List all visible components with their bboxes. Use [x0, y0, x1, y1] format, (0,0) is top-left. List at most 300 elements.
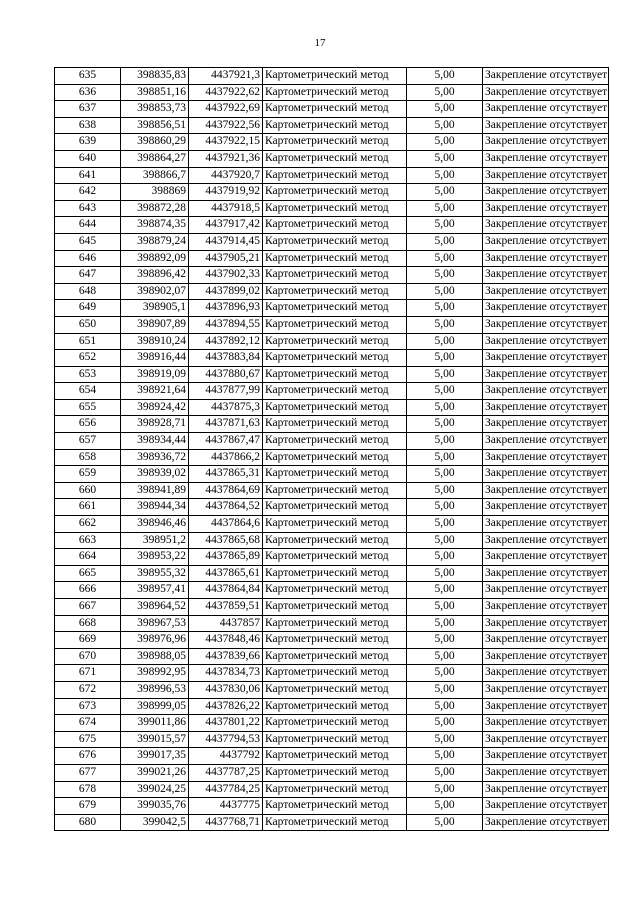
accuracy-cell: 5,00 [407, 267, 483, 284]
table-row [55, 250, 609, 267]
accuracy-cell: 5,00 [407, 167, 483, 184]
method-cell: Картометрический метод [263, 233, 407, 250]
point-number-cell: 669 [55, 632, 121, 649]
x-coordinate-cell: 399042,5 [121, 814, 189, 831]
accuracy-cell: 5,00 [407, 698, 483, 715]
y-coordinate-cell: 4437787,25 [189, 764, 263, 781]
table-row [55, 68, 609, 85]
table-row [55, 549, 609, 566]
method-cell: Картометрический метод [263, 200, 407, 217]
table-row [55, 499, 609, 516]
table-row [55, 366, 609, 383]
method-cell: Картометрический метод [263, 565, 407, 582]
fixation-cell: Закрепление отсутствует [483, 781, 609, 798]
point-number-cell: 664 [55, 549, 121, 566]
x-coordinate-cell: 398872,28 [121, 200, 189, 217]
point-number-cell: 652 [55, 350, 121, 367]
fixation-cell: Закрепление отсутствует [483, 366, 609, 383]
accuracy-cell: 5,00 [407, 333, 483, 350]
method-cell: Картометрический метод [263, 798, 407, 815]
method-cell: Картометрический метод [263, 217, 407, 234]
y-coordinate-cell: 4437865,89 [189, 549, 263, 566]
accuracy-cell: 5,00 [407, 632, 483, 649]
table-row [55, 681, 609, 698]
point-number-cell: 680 [55, 814, 121, 831]
y-coordinate-cell: 4437830,06 [189, 681, 263, 698]
point-number-cell: 636 [55, 84, 121, 101]
table-row [55, 814, 609, 831]
y-coordinate-cell: 4437917,42 [189, 217, 263, 234]
method-cell: Картометрический метод [263, 731, 407, 748]
accuracy-cell: 5,00 [407, 549, 483, 566]
accuracy-cell: 5,00 [407, 250, 483, 267]
fixation-cell: Закрепление отсутствует [483, 333, 609, 350]
fixation-cell: Закрепление отсутствует [483, 715, 609, 732]
x-coordinate-cell: 398851,16 [121, 84, 189, 101]
y-coordinate-cell: 4437905,21 [189, 250, 263, 267]
x-coordinate-cell: 399021,26 [121, 764, 189, 781]
fixation-cell: Закрепление отсутствует [483, 615, 609, 632]
y-coordinate-cell: 4437922,56 [189, 117, 263, 134]
y-coordinate-cell: 4437922,15 [189, 134, 263, 151]
method-cell: Картометрический метод [263, 698, 407, 715]
y-coordinate-cell: 4437794,53 [189, 731, 263, 748]
x-coordinate-cell: 398892,09 [121, 250, 189, 267]
method-cell: Картометрический метод [263, 134, 407, 151]
point-number-cell: 658 [55, 449, 121, 466]
table-row [55, 698, 609, 715]
method-cell: Картометрический метод [263, 648, 407, 665]
y-coordinate-cell: 4437864,84 [189, 582, 263, 599]
page-number: 17 [314, 37, 326, 49]
x-coordinate-cell: 398953,22 [121, 549, 189, 566]
accuracy-cell: 5,00 [407, 68, 483, 85]
point-number-cell: 666 [55, 582, 121, 599]
accuracy-cell: 5,00 [407, 200, 483, 217]
table-row [55, 101, 609, 118]
fixation-cell: Закрепление отсутствует [483, 134, 609, 151]
accuracy-cell: 5,00 [407, 84, 483, 101]
method-cell: Картометрический метод [263, 433, 407, 450]
table-row [55, 648, 609, 665]
table-row [55, 748, 609, 765]
point-number-cell: 641 [55, 167, 121, 184]
point-number-cell: 665 [55, 565, 121, 582]
fixation-cell: Закрепление отсутствует [483, 117, 609, 134]
table-row [55, 582, 609, 599]
point-number-cell: 647 [55, 267, 121, 284]
fixation-cell: Закрепление отсутствует [483, 764, 609, 781]
table-row [55, 200, 609, 217]
point-number-cell: 645 [55, 233, 121, 250]
x-coordinate-cell: 398992,95 [121, 665, 189, 682]
point-number-cell: 653 [55, 366, 121, 383]
fixation-cell: Закрепление отсутствует [483, 200, 609, 217]
fixation-cell: Закрепление отсутствует [483, 399, 609, 416]
accuracy-cell: 5,00 [407, 283, 483, 300]
method-cell: Картометрический метод [263, 599, 407, 616]
fixation-cell: Закрепление отсутствует [483, 482, 609, 499]
method-cell: Картометрический метод [263, 615, 407, 632]
table-row [55, 134, 609, 151]
accuracy-cell: 5,00 [407, 350, 483, 367]
accuracy-cell: 5,00 [407, 482, 483, 499]
x-coordinate-cell: 399017,35 [121, 748, 189, 765]
method-cell: Картометрический метод [263, 482, 407, 499]
y-coordinate-cell: 4437871,63 [189, 416, 263, 433]
fixation-cell: Закрепление отсутствует [483, 582, 609, 599]
y-coordinate-cell: 4437784,25 [189, 781, 263, 798]
fixation-cell: Закрепление отсутствует [483, 184, 609, 201]
x-coordinate-cell: 398856,51 [121, 117, 189, 134]
method-cell: Картометрический метод [263, 267, 407, 284]
y-coordinate-cell: 4437902,33 [189, 267, 263, 284]
x-coordinate-cell: 398988,05 [121, 648, 189, 665]
point-number-cell: 670 [55, 648, 121, 665]
y-coordinate-cell: 4437920,7 [189, 167, 263, 184]
x-coordinate-cell: 398928,71 [121, 416, 189, 433]
method-cell: Картометрический метод [263, 632, 407, 649]
fixation-cell: Закрепление отсутствует [483, 167, 609, 184]
accuracy-cell: 5,00 [407, 565, 483, 582]
table-row [55, 632, 609, 649]
point-number-cell: 662 [55, 516, 121, 533]
table-row [55, 267, 609, 284]
fixation-cell: Закрепление отсутствует [483, 565, 609, 582]
point-number-cell: 646 [55, 250, 121, 267]
method-cell: Картометрический метод [263, 399, 407, 416]
y-coordinate-cell: 4437894,55 [189, 316, 263, 333]
coordinates-table-body [55, 68, 609, 831]
fixation-cell: Закрепление отсутствует [483, 632, 609, 649]
fixation-cell: Закрепление отсутствует [483, 599, 609, 616]
table-row [55, 764, 609, 781]
fixation-cell: Закрепление отсутствует [483, 516, 609, 533]
point-number-cell: 648 [55, 283, 121, 300]
point-number-cell: 639 [55, 134, 121, 151]
method-cell: Картометрический метод [263, 532, 407, 549]
y-coordinate-cell: 4437922,62 [189, 84, 263, 101]
x-coordinate-cell: 398921,64 [121, 383, 189, 400]
y-coordinate-cell: 4437826,22 [189, 698, 263, 715]
point-number-cell: 644 [55, 217, 121, 234]
y-coordinate-cell: 4437864,69 [189, 482, 263, 499]
accuracy-cell: 5,00 [407, 731, 483, 748]
accuracy-cell: 5,00 [407, 715, 483, 732]
y-coordinate-cell: 4437792 [189, 748, 263, 765]
x-coordinate-cell: 398967,53 [121, 615, 189, 632]
point-number-cell: 674 [55, 715, 121, 732]
y-coordinate-cell: 4437839,66 [189, 648, 263, 665]
accuracy-cell: 5,00 [407, 466, 483, 483]
coordinates-table [54, 67, 609, 831]
accuracy-cell: 5,00 [407, 532, 483, 549]
table-row [55, 781, 609, 798]
accuracy-cell: 5,00 [407, 316, 483, 333]
x-coordinate-cell: 398874,35 [121, 217, 189, 234]
fixation-cell: Закрепление отсутствует [483, 150, 609, 167]
table-row [55, 233, 609, 250]
fixation-cell: Закрепление отсутствует [483, 814, 609, 831]
accuracy-cell: 5,00 [407, 101, 483, 118]
table-row [55, 150, 609, 167]
fixation-cell: Закрепление отсутствует [483, 250, 609, 267]
accuracy-cell: 5,00 [407, 300, 483, 317]
y-coordinate-cell: 4437914,45 [189, 233, 263, 250]
table-row [55, 516, 609, 533]
accuracy-cell: 5,00 [407, 781, 483, 798]
y-coordinate-cell: 4437921,3 [189, 68, 263, 85]
accuracy-cell: 5,00 [407, 764, 483, 781]
x-coordinate-cell: 399011,86 [121, 715, 189, 732]
fixation-cell: Закрепление отсутствует [483, 499, 609, 516]
accuracy-cell: 5,00 [407, 150, 483, 167]
x-coordinate-cell: 398941,89 [121, 482, 189, 499]
x-coordinate-cell: 398964,52 [121, 599, 189, 616]
y-coordinate-cell: 4437922,69 [189, 101, 263, 118]
method-cell: Картометрический метод [263, 383, 407, 400]
table-row [55, 615, 609, 632]
accuracy-cell: 5,00 [407, 134, 483, 151]
method-cell: Картометрический метод [263, 549, 407, 566]
table-row [55, 316, 609, 333]
accuracy-cell: 5,00 [407, 449, 483, 466]
table-row [55, 167, 609, 184]
x-coordinate-cell: 398957,41 [121, 582, 189, 599]
method-cell: Картометрический метод [263, 117, 407, 134]
table-row [55, 184, 609, 201]
table-row [55, 798, 609, 815]
method-cell: Картометрический метод [263, 516, 407, 533]
method-cell: Картометрический метод [263, 715, 407, 732]
x-coordinate-cell: 398955,32 [121, 565, 189, 582]
y-coordinate-cell: 4437919,92 [189, 184, 263, 201]
x-coordinate-cell: 398951,2 [121, 532, 189, 549]
method-cell: Картометрический метод [263, 350, 407, 367]
x-coordinate-cell: 399024,25 [121, 781, 189, 798]
accuracy-cell: 5,00 [407, 217, 483, 234]
fixation-cell: Закрепление отсутствует [483, 648, 609, 665]
accuracy-cell: 5,00 [407, 599, 483, 616]
y-coordinate-cell: 4437859,51 [189, 599, 263, 616]
method-cell: Картометрический метод [263, 466, 407, 483]
method-cell: Картометрический метод [263, 681, 407, 698]
accuracy-cell: 5,00 [407, 117, 483, 134]
method-cell: Картометрический метод [263, 68, 407, 85]
table-row [55, 532, 609, 549]
x-coordinate-cell: 398944,34 [121, 499, 189, 516]
table-row [55, 715, 609, 732]
point-number-cell: 673 [55, 698, 121, 715]
table-row [55, 350, 609, 367]
x-coordinate-cell: 399035,76 [121, 798, 189, 815]
y-coordinate-cell: 4437865,68 [189, 532, 263, 549]
method-cell: Картометрический метод [263, 781, 407, 798]
method-cell: Картометрический метод [263, 300, 407, 317]
x-coordinate-cell: 398916,44 [121, 350, 189, 367]
table-row [55, 300, 609, 317]
method-cell: Картометрический метод [263, 665, 407, 682]
method-cell: Картометрический метод [263, 449, 407, 466]
table-row [55, 665, 609, 682]
point-number-cell: 667 [55, 599, 121, 616]
accuracy-cell: 5,00 [407, 433, 483, 450]
method-cell: Картометрический метод [263, 814, 407, 831]
method-cell: Картометрический метод [263, 416, 407, 433]
fixation-cell: Закрепление отсутствует [483, 383, 609, 400]
y-coordinate-cell: 4437892,12 [189, 333, 263, 350]
method-cell: Картометрический метод [263, 764, 407, 781]
method-cell: Картометрический метод [263, 333, 407, 350]
point-number-cell: 651 [55, 333, 121, 350]
fixation-cell: Закрепление отсутствует [483, 665, 609, 682]
point-number-cell: 668 [55, 615, 121, 632]
y-coordinate-cell: 4437866,2 [189, 449, 263, 466]
y-coordinate-cell: 4437899,02 [189, 283, 263, 300]
fixation-cell: Закрепление отсутствует [483, 300, 609, 317]
point-number-cell: 679 [55, 798, 121, 815]
table-row [55, 416, 609, 433]
accuracy-cell: 5,00 [407, 233, 483, 250]
x-coordinate-cell: 399015,57 [121, 731, 189, 748]
fixation-cell: Закрепление отсутствует [483, 350, 609, 367]
y-coordinate-cell: 4437864,52 [189, 499, 263, 516]
x-coordinate-cell: 398946,46 [121, 516, 189, 533]
table-row [55, 333, 609, 350]
accuracy-cell: 5,00 [407, 648, 483, 665]
accuracy-cell: 5,00 [407, 615, 483, 632]
y-coordinate-cell: 4437921,36 [189, 150, 263, 167]
table-row [55, 433, 609, 450]
fixation-cell: Закрепление отсутствует [483, 748, 609, 765]
fixation-cell: Закрепление отсутствует [483, 416, 609, 433]
method-cell: Картометрический метод [263, 748, 407, 765]
point-number-cell: 635 [55, 68, 121, 85]
method-cell: Картометрический метод [263, 316, 407, 333]
y-coordinate-cell: 4437865,31 [189, 466, 263, 483]
y-coordinate-cell: 4437857 [189, 615, 263, 632]
point-number-cell: 678 [55, 781, 121, 798]
method-cell: Картометрический метод [263, 283, 407, 300]
fixation-cell: Закрепление отсутствует [483, 681, 609, 698]
table-row [55, 466, 609, 483]
x-coordinate-cell: 398853,73 [121, 101, 189, 118]
y-coordinate-cell: 4437875,3 [189, 399, 263, 416]
method-cell: Картометрический метод [263, 167, 407, 184]
method-cell: Картометрический метод [263, 150, 407, 167]
fixation-cell: Закрепление отсутствует [483, 101, 609, 118]
x-coordinate-cell: 398976,96 [121, 632, 189, 649]
accuracy-cell: 5,00 [407, 814, 483, 831]
y-coordinate-cell: 4437883,84 [189, 350, 263, 367]
y-coordinate-cell: 4437880,67 [189, 366, 263, 383]
y-coordinate-cell: 4437801,22 [189, 715, 263, 732]
method-cell: Картометрический метод [263, 582, 407, 599]
x-coordinate-cell: 398939,02 [121, 466, 189, 483]
x-coordinate-cell: 398924,42 [121, 399, 189, 416]
accuracy-cell: 5,00 [407, 516, 483, 533]
fixation-cell: Закрепление отсутствует [483, 449, 609, 466]
point-number-cell: 649 [55, 300, 121, 317]
point-number-cell: 655 [55, 399, 121, 416]
fixation-cell: Закрепление отсутствует [483, 433, 609, 450]
point-number-cell: 671 [55, 665, 121, 682]
x-coordinate-cell: 398934,44 [121, 433, 189, 450]
table-row [55, 731, 609, 748]
accuracy-cell: 5,00 [407, 416, 483, 433]
x-coordinate-cell: 398902,07 [121, 283, 189, 300]
method-cell: Картометрический метод [263, 250, 407, 267]
point-number-cell: 663 [55, 532, 121, 549]
y-coordinate-cell: 4437896,93 [189, 300, 263, 317]
accuracy-cell: 5,00 [407, 499, 483, 516]
x-coordinate-cell: 398999,05 [121, 698, 189, 715]
x-coordinate-cell: 398866,7 [121, 167, 189, 184]
method-cell: Картометрический метод [263, 366, 407, 383]
y-coordinate-cell: 4437877,99 [189, 383, 263, 400]
accuracy-cell: 5,00 [407, 665, 483, 682]
y-coordinate-cell: 4437848,46 [189, 632, 263, 649]
x-coordinate-cell: 398879,24 [121, 233, 189, 250]
fixation-cell: Закрепление отсутствует [483, 217, 609, 234]
table-row [55, 84, 609, 101]
accuracy-cell: 5,00 [407, 798, 483, 815]
fixation-cell: Закрепление отсутствует [483, 283, 609, 300]
accuracy-cell: 5,00 [407, 681, 483, 698]
y-coordinate-cell: 4437918,5 [189, 200, 263, 217]
point-number-cell: 656 [55, 416, 121, 433]
x-coordinate-cell: 398869 [121, 184, 189, 201]
y-coordinate-cell: 4437775 [189, 798, 263, 815]
x-coordinate-cell: 398919,09 [121, 366, 189, 383]
y-coordinate-cell: 4437834,73 [189, 665, 263, 682]
accuracy-cell: 5,00 [407, 366, 483, 383]
point-number-cell: 637 [55, 101, 121, 118]
fixation-cell: Закрепление отсутствует [483, 798, 609, 815]
x-coordinate-cell: 398864,27 [121, 150, 189, 167]
table-row [55, 599, 609, 616]
point-number-cell: 660 [55, 482, 121, 499]
table-row [55, 217, 609, 234]
point-number-cell: 661 [55, 499, 121, 516]
y-coordinate-cell: 4437865,61 [189, 565, 263, 582]
point-number-cell: 675 [55, 731, 121, 748]
x-coordinate-cell: 398835,83 [121, 68, 189, 85]
x-coordinate-cell: 398896,42 [121, 267, 189, 284]
fixation-cell: Закрепление отсутствует [483, 731, 609, 748]
x-coordinate-cell: 398996,53 [121, 681, 189, 698]
fixation-cell: Закрепление отсутствует [483, 549, 609, 566]
point-number-cell: 650 [55, 316, 121, 333]
point-number-cell: 654 [55, 383, 121, 400]
y-coordinate-cell: 4437768,71 [189, 814, 263, 831]
accuracy-cell: 5,00 [407, 748, 483, 765]
method-cell: Картометрический метод [263, 84, 407, 101]
x-coordinate-cell: 398910,24 [121, 333, 189, 350]
fixation-cell: Закрепление отсутствует [483, 466, 609, 483]
table-row [55, 117, 609, 134]
point-number-cell: 640 [55, 150, 121, 167]
fixation-cell: Закрепление отсутствует [483, 316, 609, 333]
fixation-cell: Закрепление отсутствует [483, 84, 609, 101]
point-number-cell: 643 [55, 200, 121, 217]
table-row [55, 482, 609, 499]
point-number-cell: 676 [55, 748, 121, 765]
table-row [55, 449, 609, 466]
x-coordinate-cell: 398860,29 [121, 134, 189, 151]
x-coordinate-cell: 398907,89 [121, 316, 189, 333]
method-cell: Картометрический метод [263, 499, 407, 516]
